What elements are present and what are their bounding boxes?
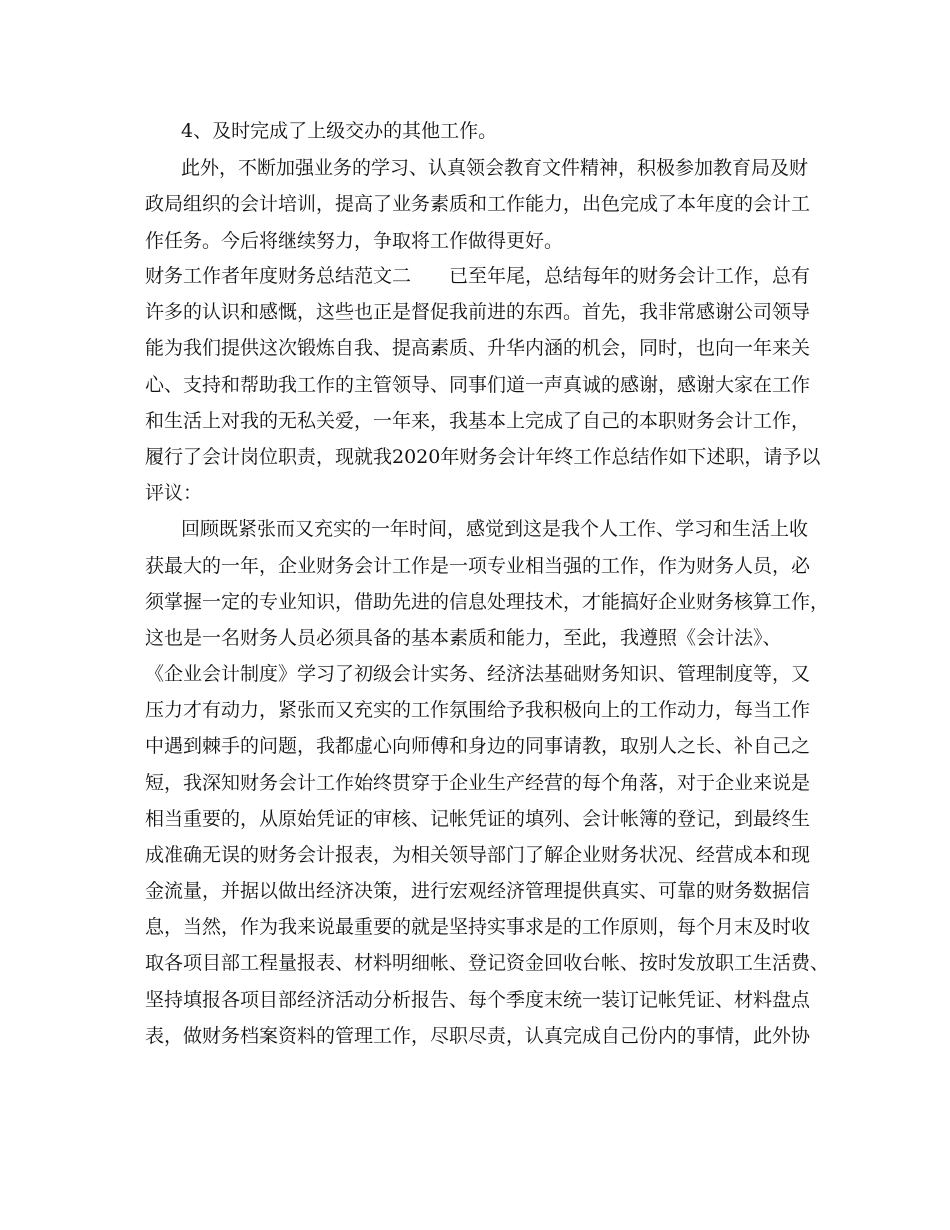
section-heading-line: 财务工作者年度财务总结范文二 已至年尾，总结每年的财务会计工作，总有 (145, 265, 811, 287)
text-line: 短，我深知财务会计工作始终贯穿于企业生产经营的每个角落，对于企业来说是 (145, 772, 811, 794)
text-line: 相当重要的，从原始凭证的审核、记帐凭证的填列、会计帐簿的登记，到最终生 (145, 808, 811, 830)
text-line: 压力才有动力，紧张而又充实的工作氛围给予我积极向上的工作动力，每当工作 (145, 699, 811, 721)
text-line: 回顾既紧张而又充实的一年时间，感觉到这是我个人工作、学习和生活上收 (181, 518, 809, 540)
text-line: 履行了会计岗位职责，现就我2020年财务会计年终工作总结作如下述职，请予以 (145, 446, 821, 468)
text-line: 表，做财务档案资料的管理工作，尽职尽责，认真完成自己份内的事情，此外协 (145, 1025, 811, 1047)
text-line: 作任务。今后将继续努力，争取将工作做得更好。 (145, 230, 564, 252)
text-line: 能为我们提供这次锻炼自我、提高素质、升华内涵的机会，同时，也向一年来关 (145, 337, 811, 359)
text-line: 中遇到棘手的问题，我都虚心向师傅和身边的同事请教，取别人之长、补自己之 (145, 735, 811, 757)
text-line: 和生活上对我的无私关爱，一年来，我基本上完成了自己的本职财务会计工作， (145, 410, 811, 432)
text-line: 政局组织的会计培训，提高了业务素质和工作能力，出色完成了本年度的会计工 (145, 193, 811, 215)
text-line: 这也是一名财务人员必须具备的基本素质和能力，至此，我遵照《会计法》、 (145, 627, 782, 649)
text-line: 金流量，并据以做出经济决策，进行宏观经济管理提供真实、可靠的财务数据信 (145, 880, 811, 902)
text-line: 须掌握一定的专业知识，借助先进的信息处理技术，才能搞好企业财务核算工作， (145, 591, 830, 613)
text-line: 评议： (145, 482, 203, 504)
text-line: 获最大的一年，企业财务会计工作是一项专业相当强的工作，作为财务人员，必 (145, 555, 811, 577)
text-line: 许多的认识和感慨，这些也正是督促我前进的东西。首先，我非常感谢公司领导 (145, 301, 811, 323)
text-line: 取各项目部工程量报表、材料明细帐、登记资金回收台帐、按时发放职工生活费、 (145, 952, 830, 974)
text-line: 息，当然，作为我来说最重要的就是坚持实事求是的工作原则，每个月末及时收 (145, 916, 811, 938)
text-line: 心、支持和帮助我工作的主管领导、同事们道一声真诚的感谢，感谢大家在工作 (145, 374, 811, 396)
text-line: 4、及时完成了上级交办的其他工作。 (181, 120, 498, 142)
text-line: 此外，不断加强业务的学习、认真领会教育文件精神，积极参加教育局及财 (181, 157, 809, 179)
text-line: 成准确无误的财务会计报表，为相关领导部门了解企业财务状况、经营成本和现 (145, 844, 811, 866)
text-line: 坚持填报各项目部经济活动分析报告、每个季度末统一装订记帐凭证、材料盘点 (145, 989, 811, 1011)
text-line: 《企业会计制度》学习了初级会计实务、经济法基础财务知识、管理制度等，又 (145, 663, 811, 685)
